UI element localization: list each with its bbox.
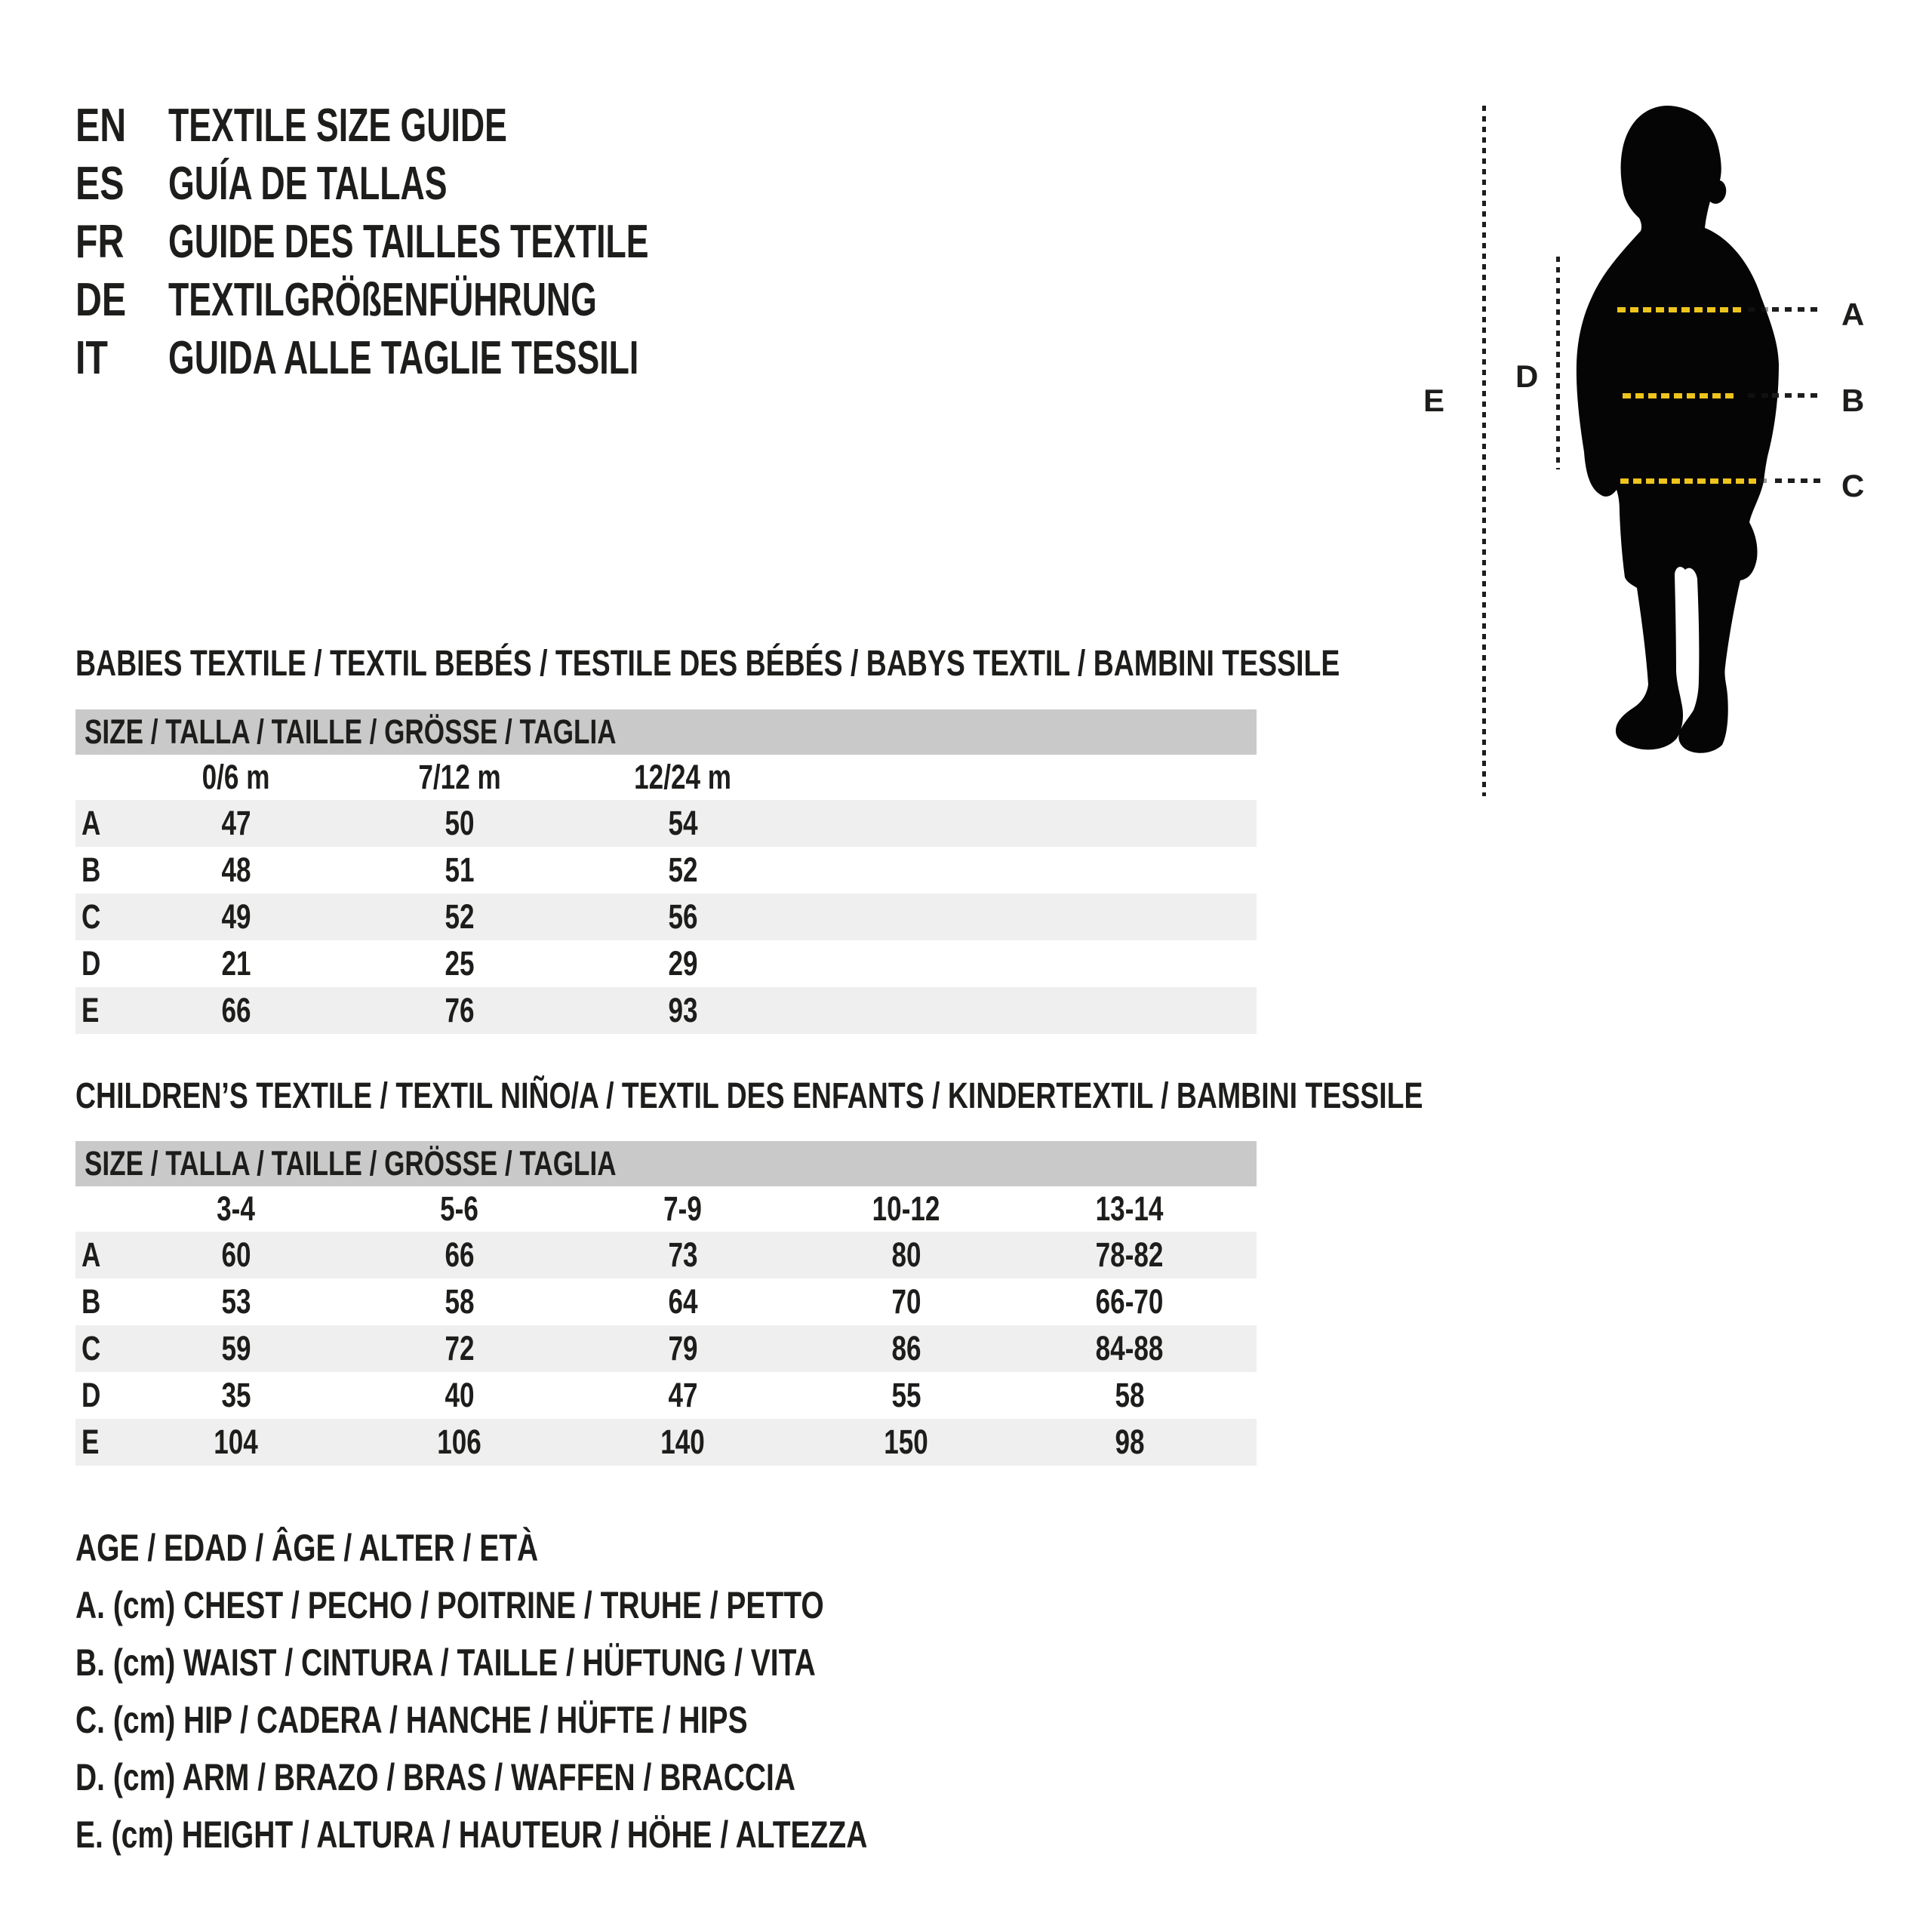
legend-line-0 — [75, 1519, 1091, 1577]
hip-measure-line-C-dots — [1775, 478, 1823, 483]
measure-label-B: B — [1841, 383, 1865, 418]
legend-line-1-text: A. (cm) CHEST / PECHO / POITRINE / TRUHE / PETTO — [75, 1584, 824, 1626]
children-cell-text: 73 — [668, 1235, 698, 1274]
children-cell — [1018, 1329, 1241, 1368]
children-table-row-D — [75, 1372, 1257, 1419]
language-code-text: IT — [75, 332, 108, 384]
language-code — [75, 157, 168, 211]
children-section-title-text: CHILDREN’S TEXTILE / TEXTIL NIÑO/A / TEXTIL DES ENFANTS / KINDERTEXTIL / BAMBINI TESSILE — [75, 1076, 1423, 1116]
babies-cell — [571, 897, 795, 937]
babies-column-header-text: 12/24 m — [634, 758, 732, 796]
babies-row-label — [75, 944, 125, 983]
language-title-text: GUÍA DE TALLAS — [168, 158, 448, 210]
language-code-text: ES — [75, 158, 125, 210]
arm-measure-line-D — [1556, 257, 1560, 469]
children-cell — [348, 1329, 571, 1368]
children-column-header — [795, 1189, 1018, 1229]
babies-cell — [571, 851, 795, 890]
children-row-label — [75, 1329, 125, 1368]
hip-measure-line-C — [1620, 478, 1756, 484]
children-cell — [348, 1376, 571, 1415]
children-column-header-text: 3-4 — [217, 1189, 256, 1228]
children-column-header — [1018, 1189, 1241, 1229]
language-title — [168, 99, 639, 152]
babies-column-header-row — [75, 755, 1257, 800]
children-cell — [1018, 1423, 1241, 1462]
babies-cell-text: 56 — [668, 897, 698, 936]
babies-cell-text: 76 — [445, 991, 475, 1029]
babies-cell-text: 52 — [445, 897, 475, 936]
language-row-es — [75, 155, 835, 213]
measurement-legend — [75, 1519, 1091, 1863]
babies-table-row-A — [75, 800, 1257, 847]
language-row-it — [75, 329, 835, 387]
legend-line-2-text: B. (cm) WAIST / CINTURA / TAILLE / HÜFTUNG / VITA — [75, 1641, 816, 1684]
babies-row-label-text: E — [82, 991, 100, 1029]
language-title-text: GUIDE DES TAILLES TEXTILE — [168, 216, 649, 268]
legend-line-5-text: E. (cm) HEIGHT / ALTURA / HAUTEUR / HÖHE / ALTEZZA — [75, 1814, 868, 1856]
legend-line-3-text: C. (cm) HIP / CADERA / HANCHE / HÜFTE / HIPS — [75, 1699, 748, 1741]
babies-size-header-bar — [75, 709, 1257, 755]
children-cell — [571, 1282, 795, 1321]
babies-cell — [571, 804, 795, 843]
children-cell — [348, 1235, 571, 1275]
children-cell-text: 60 — [221, 1235, 251, 1274]
babies-cell-text: 50 — [445, 804, 475, 842]
babies-cell — [348, 944, 571, 983]
babies-cell-text: 29 — [668, 944, 698, 983]
children-cell-text: 59 — [221, 1329, 251, 1367]
legend-line-0-text: AGE / EDAD / ÂGE / ALTER / ETÀ — [75, 1527, 539, 1569]
children-cell — [795, 1423, 1018, 1462]
children-cell — [348, 1423, 571, 1462]
children-column-header — [348, 1189, 571, 1229]
children-cell-text: 70 — [891, 1282, 921, 1321]
children-cell-text: 35 — [221, 1376, 251, 1414]
children-column-header — [571, 1189, 795, 1229]
children-section-title — [75, 1078, 1803, 1115]
babies-column-header-text: 0/6 m — [202, 758, 270, 796]
babies-column-header — [125, 758, 348, 797]
babies-cell — [348, 804, 571, 843]
children-cell-text: 150 — [884, 1423, 929, 1461]
children-cell — [348, 1282, 571, 1321]
language-code — [75, 99, 168, 152]
children-size-table — [75, 1186, 1257, 1466]
babies-cell-text: 25 — [445, 944, 475, 983]
babies-row-label-text: A — [82, 804, 101, 842]
children-cell-text: 104 — [214, 1423, 259, 1461]
language-title — [168, 273, 764, 327]
children-column-header-row — [75, 1186, 1257, 1232]
babies-cell — [571, 991, 795, 1030]
children-table-row-C — [75, 1325, 1257, 1372]
legend-line-4-text: D. (cm) ARM / BRAZO / BRAS / WAFFEN / BRACCIA — [75, 1756, 796, 1798]
children-row-label-text: E — [82, 1423, 100, 1461]
language-row-fr — [75, 213, 835, 271]
children-row-label — [75, 1376, 125, 1415]
babies-section-title-text: BABIES TEXTILE / TEXTIL BEBÉS / TESTILE DES BÉBÉS / BABYS TEXTIL / BAMBINI TESSILE — [75, 644, 1340, 684]
chest-measure-line-A-dots — [1772, 307, 1823, 312]
children-cell — [795, 1329, 1018, 1368]
children-cell — [1018, 1235, 1241, 1275]
children-cell-text: 79 — [668, 1329, 698, 1367]
language-code — [75, 215, 168, 269]
children-cell — [125, 1329, 348, 1368]
babies-row-label — [75, 991, 125, 1030]
babies-table-row-E — [75, 987, 1257, 1034]
babies-section-title — [75, 646, 1697, 682]
children-row-label — [75, 1282, 125, 1321]
children-table-row-A — [75, 1232, 1257, 1278]
babies-size-header-text: SIZE / TALLA / TAILLE / GRÖSSE / TAGLIA — [85, 712, 617, 751]
children-size-header-bar — [75, 1141, 1257, 1186]
children-cell-text: 58 — [1115, 1376, 1145, 1414]
measure-label-A: A — [1841, 297, 1865, 332]
language-title-text: GUIDA ALLE TAGLIE TESSILI — [168, 332, 639, 384]
babies-cell — [125, 897, 348, 937]
children-row-label-text: C — [82, 1329, 101, 1367]
language-row-de — [75, 271, 835, 329]
babies-cell-text: 93 — [668, 991, 698, 1029]
babies-column-header-text: 7/12 m — [418, 758, 501, 796]
legend-line-4 — [75, 1749, 1091, 1806]
children-cell-text: 106 — [437, 1423, 482, 1461]
children-cell — [795, 1235, 1018, 1275]
children-cell — [571, 1376, 795, 1415]
children-row-label-text: B — [82, 1282, 101, 1321]
measure-label-C: C — [1841, 468, 1865, 503]
chest-measure-line-A — [1617, 307, 1744, 312]
babies-table-row-B — [75, 847, 1257, 894]
children-table-row-B — [75, 1278, 1257, 1325]
babies-cell — [571, 944, 795, 983]
children-cell-text: 58 — [445, 1282, 475, 1321]
children-cell — [1018, 1376, 1241, 1415]
children-cell-text: 98 — [1115, 1423, 1145, 1461]
children-cell — [571, 1329, 795, 1368]
children-cell — [125, 1376, 348, 1415]
children-column-header-text: 10-12 — [872, 1189, 940, 1228]
babies-cell-text: 21 — [221, 944, 251, 983]
babies-size-table — [75, 755, 1257, 1034]
legend-line-5 — [75, 1806, 1091, 1863]
babies-cell-text: 52 — [668, 851, 698, 889]
children-cell — [1018, 1282, 1241, 1321]
babies-row-label-text: B — [82, 851, 101, 889]
babies-row-label-text: D — [82, 944, 101, 983]
children-column-header-text: 13-14 — [1096, 1189, 1164, 1228]
language-title-text: TEXTILGRÖßENFÜHRUNG — [168, 274, 597, 326]
babies-cell — [125, 804, 348, 843]
language-code-text: EN — [75, 100, 127, 152]
babies-row-label — [75, 804, 125, 843]
children-row-label-text: D — [82, 1376, 101, 1414]
children-cell-text: 66 — [445, 1235, 475, 1274]
babies-cell-text: 49 — [221, 897, 251, 936]
children-column-header-text: 5-6 — [440, 1189, 479, 1228]
measure-label-E: E — [1423, 383, 1445, 418]
babies-table-row-D — [75, 940, 1257, 987]
children-cell-text: 40 — [445, 1376, 475, 1414]
children-cell — [571, 1423, 795, 1462]
babies-cell — [125, 944, 348, 983]
babies-row-label-text: C — [82, 897, 101, 936]
children-cell-text: 64 — [668, 1282, 698, 1321]
babies-column-header — [571, 758, 795, 797]
babies-cell-text: 48 — [221, 851, 251, 889]
children-cell — [571, 1235, 795, 1275]
height-measure-line-E — [1482, 106, 1486, 796]
babies-row-label — [75, 897, 125, 937]
babies-cell — [348, 897, 571, 937]
legend-line-2 — [75, 1634, 1091, 1691]
children-row-label — [75, 1235, 125, 1275]
children-table-row-E — [75, 1419, 1257, 1466]
language-title — [168, 331, 822, 385]
children-cell-text: 80 — [891, 1235, 921, 1274]
children-cell-text: 72 — [445, 1329, 475, 1367]
children-cell — [125, 1235, 348, 1275]
children-cell — [125, 1423, 348, 1462]
language-code-text: FR — [75, 216, 125, 268]
children-cell-text: 86 — [891, 1329, 921, 1367]
children-size-header-text: SIZE / TALLA / TAILLE / GRÖSSE / TAGLIA — [85, 1144, 617, 1183]
babies-cell — [348, 991, 571, 1030]
babies-cell — [348, 851, 571, 890]
babies-cell-text: 54 — [668, 804, 698, 842]
children-cell — [795, 1282, 1018, 1321]
language-code-text: DE — [75, 274, 127, 326]
babies-row-label — [75, 851, 125, 890]
legend-line-3 — [75, 1691, 1091, 1749]
babies-cell-text: 51 — [445, 851, 475, 889]
children-cell-text: 66-70 — [1096, 1282, 1164, 1321]
children-column-header-text: 7-9 — [663, 1189, 703, 1228]
language-title — [168, 157, 555, 211]
babies-cell-text: 47 — [221, 804, 251, 842]
children-cell — [795, 1376, 1018, 1415]
children-cell-text: 84-88 — [1096, 1329, 1164, 1367]
children-cell-text: 47 — [668, 1376, 698, 1414]
children-cell-text: 53 — [221, 1282, 251, 1321]
babies-cell — [125, 991, 348, 1030]
children-row-label-text: A — [82, 1235, 101, 1274]
children-cell-text: 55 — [891, 1376, 921, 1414]
babies-cell — [125, 851, 348, 890]
babies-table-row-C — [75, 894, 1257, 940]
children-row-label — [75, 1423, 125, 1462]
legend-line-1 — [75, 1577, 1091, 1634]
language-title — [168, 215, 835, 269]
chest-measure-line-A-fade — [1748, 307, 1768, 312]
language-code — [75, 331, 168, 385]
language-row-en — [75, 97, 835, 155]
hip-measure-line-C-fade — [1760, 478, 1772, 483]
waist-measure-line-B-fade — [1748, 393, 1768, 398]
children-cell-text: 78-82 — [1096, 1235, 1164, 1274]
children-cell — [125, 1282, 348, 1321]
babies-column-header — [348, 758, 571, 797]
babies-cell-text: 66 — [221, 991, 251, 1029]
children-cell-text: 140 — [660, 1423, 706, 1461]
waist-measure-line-B-dots — [1772, 393, 1823, 398]
waist-measure-line-B — [1623, 393, 1737, 398]
language-title-list — [75, 97, 835, 387]
language-code — [75, 273, 168, 327]
language-title-text: TEXTILE SIZE GUIDE — [168, 100, 507, 152]
children-column-header — [125, 1189, 348, 1229]
measure-label-D: D — [1515, 358, 1539, 394]
